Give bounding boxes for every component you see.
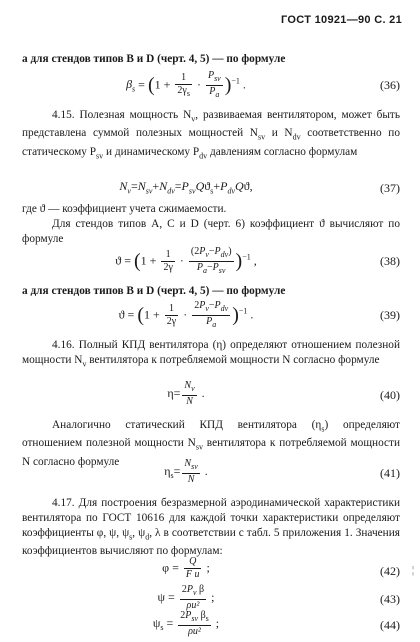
paragraph-bd-2: а для стендов типов В и D (черт. 4, 5) — по формуле (22, 285, 286, 297)
paragraph-static-efficiency: Аналогично статический КПД вентилятора $(\eta_s)$ определяют отношением полезной мощности $N_{sv}$ вентилятора к потребляемой мощности N согласно формуле (22, 419, 401, 468)
equation-number-39: (39) (380, 308, 400, 322)
equation-40: η= $\frac{N_v}{N}$ . (40) (167, 380, 400, 407)
equation-number-40: (40) (380, 388, 400, 402)
paragraph-intro-bd: а для стендов типов В и D (черт. 4, 5) — по формуле (22, 53, 286, 65)
equation-37: $N_v=N_{sv}+N_{dv}=P_{sv}Qϑ_s+P_{dv}Qϑ$, (37) (119, 179, 400, 196)
equation-number-43: (43) (380, 592, 400, 606)
equation-39: ϑ = (1 + $\frac{1}{2\gamma}$ · $\frac{2P_v-P_{dv}}{P_a}$ )$^{-1}$ . (39) (118, 300, 400, 329)
equation-38: ϑ = (1 + $\frac{1}{2\gamma}$ · $\frac{(2P_v-P_{dv})}{P_a-P_{sv}}$ )$^{-1}$ , (38) (115, 246, 400, 275)
equation-number-41: (41) (380, 466, 400, 480)
paragraph-theta-def: где ϑ — коэффициент учета сжимаемости. (22, 203, 227, 215)
equation-number-38: (38) (380, 254, 400, 268)
margin-mark: ¦ (411, 565, 414, 576)
page-header: ГОСТ 10921—90 С. 21 (281, 14, 402, 26)
equation-number-44: (44) (380, 618, 400, 632)
paragraph-acd: Для стендов типов А, С и D (черт. 6) коэффициент ϑ вычисляют по формуле (22, 218, 400, 245)
equation-number-42: (42) (380, 564, 400, 578)
equation-36: $\beta_s = (1$ + $\frac{1}{2\gamma_s}$ · $\frac{P_{sv}}{P_a}$ )$^{-1}$ . (36) (126, 70, 400, 99)
equation-41: $\eta_s=$ $\frac{N_{sv}}{N}$ . (41) (164, 458, 400, 485)
equation-42: φ = $\frac{Q}{\text{F u}}$ ; (42) (162, 556, 400, 580)
equation-number-37: (37) (380, 181, 400, 195)
equation-43: ψ = $\frac{2P_v \beta}{\text{ρu²}}$ ; (43) (157, 584, 400, 611)
equation-44: $\psi_s$ = $\frac{2P_{sv} \beta_s}{\text{ρu²}}$ ; (44) (152, 610, 400, 637)
paragraph-4-17: 4.17. Для построения безразмерной аэродинамической характеристики вентилятора по ГОСТ 10616 для каждой точки характеристики определяют коэффициенты φ, ψ, $\psi_s$, $\psi_d$, λ в соответствии с табл. 5 приложения 1. Значения коэффициентов вычисляют по формулам: (22, 497, 400, 558)
paragraph-4-16: 4.16. Полный КПД вентилятора (η) определяют отношением полезной мощности $N_v$ вентилятора к потребляемой мощности N согласно формуле (22, 339, 400, 369)
paragraph-4-15: 4.15. Полезная мощность $N_v$, развиваемая вентилятором, может быть представлена суммой полезных мощностей $N_{sv}$ и $N_{dv}$ соответственно по статическому $P_{sv}$ и динамическому $P_{dv}$ давлениям согласно формулам (22, 109, 401, 160)
equation-number-36: (36) (380, 78, 400, 92)
